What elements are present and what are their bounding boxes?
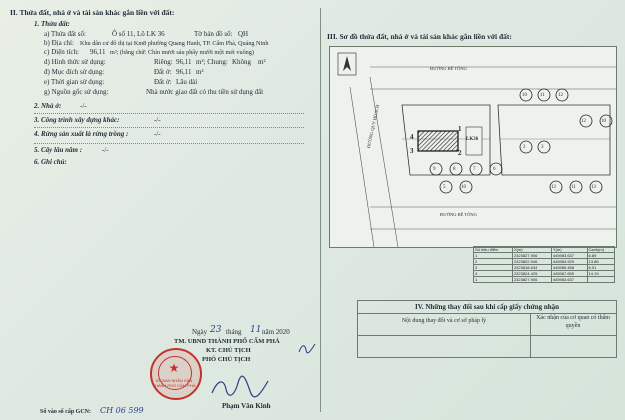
table-cell: 2323822.946 <box>512 259 551 265</box>
origin-label: g) Nguồn gốc sử dụng: <box>44 88 109 96</box>
table-cell: 1 <box>474 277 513 283</box>
perennial-heading: 5. Cây lâu năm : <box>34 146 83 154</box>
table-cell: 445983.637 <box>551 277 587 283</box>
circle-label: 10 <box>601 119 606 124</box>
coordinate-table <box>473 246 615 283</box>
usage-common-value: Không <box>232 58 252 66</box>
table-cell: 445983.637 <box>551 253 587 259</box>
usage-private-label: Riêng: <box>154 58 173 66</box>
circle-label: 6 <box>493 167 496 172</box>
section-ii-heading: II. Thửa đất, nhà ở và tài sản khác gắn liền với đất: <box>10 8 175 17</box>
column-rule <box>530 335 616 336</box>
road-label-left: ĐƯỜNG QUY HOẠCH <box>365 104 381 149</box>
house-heading: 2. Nhà ở: <box>34 102 62 110</box>
changes-section-title: IV. Những thay đổi sau khi cấp giấy chứng nhận <box>358 301 616 314</box>
circle-label: 11 <box>540 93 545 98</box>
term-land-label: Đất ở: <box>154 78 172 86</box>
date-day: 23 <box>210 325 222 335</box>
circle-label: 12 <box>558 93 563 98</box>
initial-mark <box>298 342 316 354</box>
circle-label: 3 <box>541 145 544 150</box>
table-cell: 3 <box>474 265 513 271</box>
date-year: năm 2020 <box>262 328 290 336</box>
vertex-1: 1 <box>458 125 462 133</box>
area-label: c) Diện tích: <box>44 48 79 56</box>
circle-label: 2 <box>523 145 526 150</box>
purpose-unit: m² <box>196 68 204 76</box>
block-label: LK36 <box>466 137 479 142</box>
circle-label: 5 <box>443 185 446 190</box>
signature <box>210 375 270 399</box>
table-cell: 6.89 <box>587 253 614 259</box>
changes-confirmation-header: Xác nhận của cơ quan có thẩm quyền <box>536 315 610 329</box>
signing-title: PHÓ CHỦ TỊCH <box>202 356 251 363</box>
usage-form-label: d) Hình thức sử dụng: <box>44 58 106 66</box>
table-cell: 6.51 <box>587 265 614 271</box>
circle-label: 9 <box>433 167 436 172</box>
dotted-divider <box>34 113 304 114</box>
table-header-cell: Y(m) <box>551 247 587 253</box>
table-cell: 445987.659 <box>551 271 587 277</box>
road-label-top: ĐƯỜNG BÊ TÔNG <box>430 66 467 71</box>
circle-label: 8 <box>453 167 456 172</box>
column-divider <box>320 8 321 412</box>
date-month: 11 <box>250 325 262 335</box>
plot-number-label: a) Thửa đất số: <box>44 30 86 38</box>
road-label-bottom: ĐƯỜNG BÊ TÔNG <box>440 212 477 217</box>
table-cell: 1 <box>474 253 513 259</box>
purpose-value: 96,11 <box>176 68 192 76</box>
table-cell: 2323827.906 <box>512 253 551 259</box>
book-number-label: Số vào sổ cấp GCN: <box>40 409 92 415</box>
land-plot-heading: 1. Thửa đất: <box>34 20 70 28</box>
map-sheet-value: QH <box>238 30 249 38</box>
table-cell: 445984.929 <box>551 259 587 265</box>
origin-value: Nhà nước giao đất có thu tiền sử dụng đất <box>146 88 264 96</box>
changes-section <box>357 300 617 358</box>
signer-name: Phạm Văn Kinh <box>222 402 271 410</box>
address-label: b) Địa chỉ: <box>44 39 74 47</box>
circle-label: 12 <box>551 185 556 190</box>
usage-common-label: m²; Chung: <box>196 58 228 66</box>
notes-heading: 6. Ghi chú: <box>34 158 67 166</box>
area-words: m²; (bằng chữ: Chín mươi sáu phẩy mười một mét vuông) <box>110 49 254 56</box>
date-prefix: Ngày <box>192 328 208 336</box>
circle-label: 12 <box>581 119 586 124</box>
plot-number-value: Ô số 11, Lô LK 36 <box>112 30 165 38</box>
dotted-divider <box>34 127 304 128</box>
perennial-value: -/- <box>102 146 109 154</box>
table-cell: 14.19 <box>587 271 614 277</box>
purpose-label: đ) Mục đích sử dụng: <box>44 68 105 76</box>
circle-label: 13 <box>591 185 596 190</box>
circle-label: 7 <box>473 167 476 172</box>
table-cell: 4 <box>474 271 513 277</box>
signing-role: KT. CHỦ TỊCH <box>206 347 251 354</box>
seal-text: ỦY BAN NHÂN DÂN THÀNH PHỐ CẨM PHẢ <box>152 378 196 388</box>
dotted-divider <box>34 143 304 144</box>
term-value: Lâu dài <box>176 78 198 86</box>
vertex-2: 2 <box>458 149 462 157</box>
site-plan-section <box>323 6 619 414</box>
table-cell: 2 <box>474 259 513 265</box>
other-construction-heading: 3. Công trình xây dựng khác: <box>34 116 120 124</box>
site-plan-map <box>329 46 617 248</box>
other-construction-value: -/- <box>154 116 161 124</box>
table-header-cell: X(m) <box>512 247 551 253</box>
changes-content-header: Nội dung thay đổi và cơ sở pháp lý <box>401 318 487 324</box>
forest-value: -/- <box>154 130 161 138</box>
term-label: e) Thời gian sử dụng: <box>44 78 105 86</box>
usage-common-unit: m² <box>258 58 266 66</box>
circle-label: 10 <box>522 93 527 98</box>
circle-label: 10 <box>461 185 466 190</box>
forest-heading: 4. Rừng sản xuất là rừng trồng : <box>34 130 129 138</box>
address-value: Khu dân cư đô thị tại Km8 phường Quang Hanh, TP. Cẩm Phả, Quảng Ninh <box>80 40 269 47</box>
table-cell: 2323827.906 <box>512 277 551 283</box>
table-header-cell: Số hiệu điểm <box>474 247 513 253</box>
purpose-land-label: Đất ở: <box>154 68 172 76</box>
changes-content-column <box>358 313 531 357</box>
column-rule <box>358 335 530 336</box>
table-cell <box>587 277 614 283</box>
seal-star-icon: ★ <box>168 361 180 375</box>
map-sheet-label: Tờ bản đồ số: <box>194 30 233 38</box>
table-cell: 13.86 <box>587 259 614 265</box>
section-iii-heading: III. Sơ đồ thửa đất, nhà ở và tài sản khác gắn liền với đất: <box>327 32 512 41</box>
table-cell: 445985.458 <box>551 265 587 271</box>
vertex-3: 3 <box>410 147 414 155</box>
signing-authority: TM. UBND THÀNH PHỐ CẨM PHẢ <box>174 338 280 345</box>
table-cell: 2323824.425 <box>512 271 551 277</box>
book-number-value: CH 06 599 <box>100 406 144 415</box>
table-cell: 2323818.634 <box>512 265 551 271</box>
table-row <box>474 277 615 283</box>
date-month-label: tháng <box>226 328 242 336</box>
vertex-4: 4 <box>410 133 414 141</box>
usage-private-value: 96,11 <box>176 58 192 66</box>
circle-label: 11 <box>571 185 576 190</box>
changes-confirmation-column <box>530 313 616 357</box>
area-value: 96,11 <box>90 48 106 56</box>
house-value: -/- <box>80 102 87 110</box>
table-header-cell: Cạnh(m) <box>587 247 614 253</box>
